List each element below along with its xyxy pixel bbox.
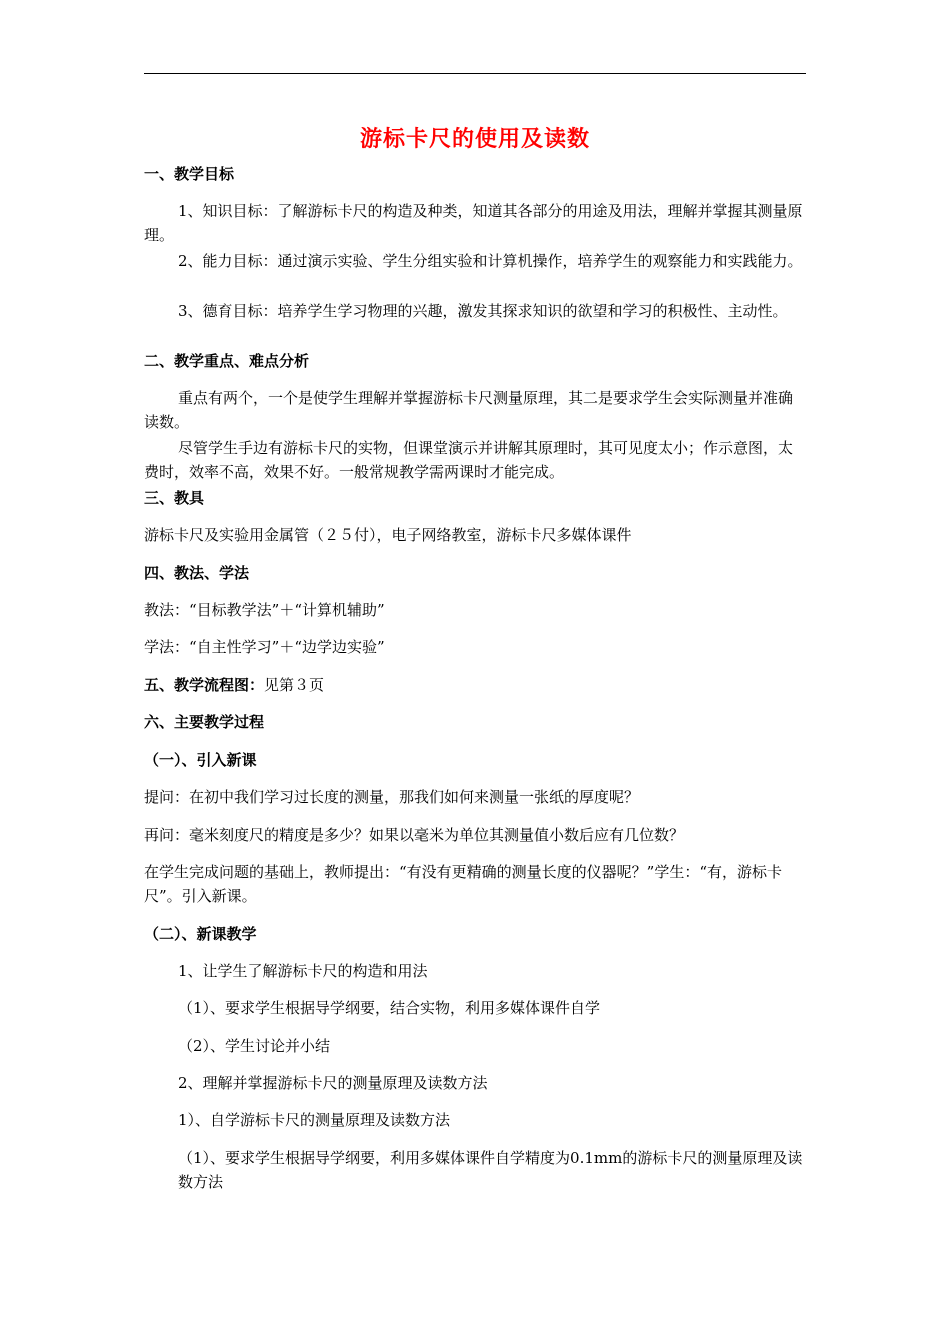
lesson-item-1-2: （2）、学生讨论并小结 [178, 1037, 331, 1055]
lesson-item-2: 2、理解并掌握游标卡尺的测量原理及读数方法 [178, 1074, 488, 1092]
question-2: 再问：毫米刻度尺的精度是多少？如果以毫米为单位其测量值小数后应有几位数？ [144, 826, 685, 844]
section-heading-key-points: 二、教学重点、难点分析 [144, 352, 310, 370]
paragraph-difficulty: 尽管学生手边有游标卡尺的实物，但课堂演示并讲解其原理时，其可见度太小；作示意图，太费时，效率不高，效果不好。一般常规教学需两课时才能完成。 [144, 439, 794, 481]
teaching-method-text: 教法：“目标教学法”＋“计算机辅助” [144, 601, 385, 619]
lesson-item-1-1: （1）、要求学生根据导学纲要，结合实物，利用多媒体课件自学 [178, 999, 601, 1017]
tools-text: 游标卡尺及实验用金属管（２５付），电子网络教室，游标卡尺多媒体课件 [144, 526, 632, 544]
paragraph-ability-goal: 2、能力目标：通过演示实验、学生分组实验和计算机操作，培养学生的观察能力和实践能力。 [178, 252, 803, 270]
lesson-item-2-1-1: （1）、要求学生根据导学纲要，利用多媒体课件自学精度为0.1mm的游标卡尺的测量原理及读数方法 [178, 1149, 803, 1191]
learning-method-text: 学法：“自主性学习”＋“边学边实验” [144, 638, 385, 656]
section-heading-flowchart: 五、教学流程图： [144, 676, 265, 694]
question-1: 提问：在初中我们学习过长度的测量，那我们如何来测量一张纸的厚度呢？ [144, 788, 640, 806]
document-title: 游标卡尺的使用及读数 [359, 126, 590, 152]
lesson-item-2-1: 1）、自学游标卡尺的测量原理及读数方法 [178, 1111, 451, 1129]
paragraph-intro-transition: 在学生完成问题的基础上，教师提出：“有没有更精确的测量长度的仪器呢？”学生：“有，游标卡尺”。引入新课。 [144, 863, 783, 905]
paragraph-key-points: 重点有两个，一个是使学生理解并掌握游标卡尺测量原理，其二是要求学生会实际测量并准确读数。 [144, 389, 794, 431]
section-heading-methods: 四、教法、学法 [144, 564, 250, 582]
section-heading-objectives: 一、教学目标 [144, 165, 235, 183]
lesson-item-1: 1、让学生了解游标卡尺的构造和用法 [178, 962, 428, 980]
section-heading-process: 六、主要教学过程 [144, 713, 265, 731]
header-rule [144, 73, 806, 74]
paragraph-moral-goal: 3、德育目标：培养学生学习物理的兴趣，激发其探求知识的欲望和学习的积极性、主动性。 [178, 302, 788, 320]
paragraph-knowledge-goal: 1、知识目标：了解游标卡尺的构造及种类，知道其各部分的用途及用法，理解并掌握其测量原理。 [144, 202, 803, 244]
section-heading-tools: 三、教具 [144, 489, 205, 507]
subsection-heading-intro: （一）、引入新课 [144, 751, 257, 769]
subsection-heading-new-lesson: （二）、新课教学 [144, 925, 257, 943]
flowchart-line [144, 673, 806, 697]
flowchart-reference: 见第３页 [264, 676, 325, 694]
